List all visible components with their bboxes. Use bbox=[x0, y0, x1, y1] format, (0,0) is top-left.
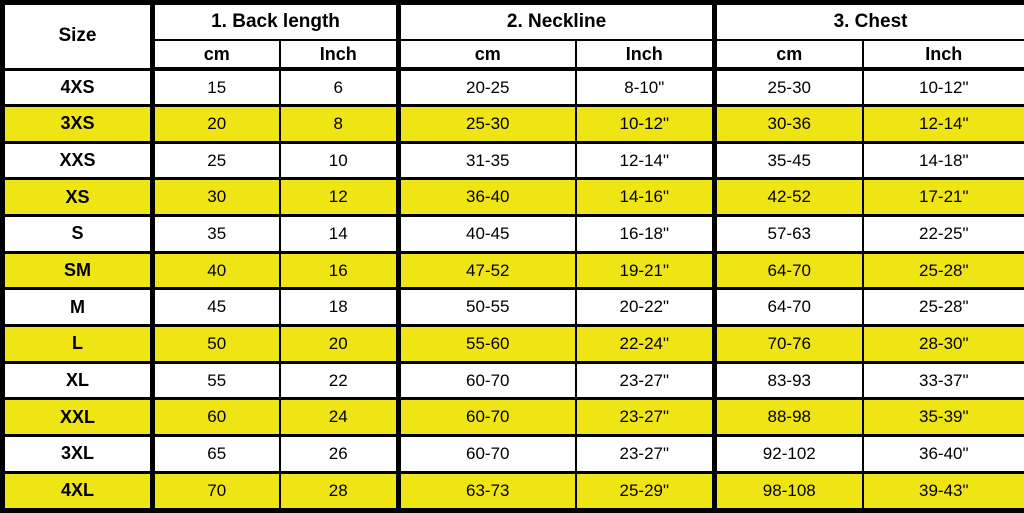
chest-inch-cell: 25-28" bbox=[863, 252, 1024, 289]
back-length-inch-cell: 6 bbox=[280, 69, 399, 106]
neckline-cm-cell: 60-70 bbox=[399, 436, 576, 473]
chest-inch-cell: 22-25" bbox=[863, 216, 1024, 253]
unit-header-back-length-inch: Inch bbox=[280, 40, 399, 69]
back-length-inch-cell: 14 bbox=[280, 216, 399, 253]
back-length-cm-cell: 65 bbox=[153, 436, 280, 473]
chest-cm-cell: 64-70 bbox=[715, 252, 863, 289]
chest-inch-cell: 14-18" bbox=[863, 142, 1024, 179]
group-header-back-length: 1. Back length bbox=[153, 3, 399, 41]
size-label: 3XL bbox=[3, 436, 153, 473]
chest-cm-cell: 57-63 bbox=[715, 216, 863, 253]
neckline-inch-cell: 19-21" bbox=[576, 252, 715, 289]
chest-cm-cell: 35-45 bbox=[715, 142, 863, 179]
size-label: XS bbox=[3, 179, 153, 216]
chest-cm-cell: 42-52 bbox=[715, 179, 863, 216]
chest-cm-cell: 25-30 bbox=[715, 69, 863, 106]
neckline-cm-cell: 60-70 bbox=[399, 362, 576, 399]
size-label: L bbox=[3, 326, 153, 363]
neckline-inch-cell: 10-12" bbox=[576, 106, 715, 143]
neckline-inch-cell: 23-27" bbox=[576, 436, 715, 473]
chest-cm-cell: 83-93 bbox=[715, 362, 863, 399]
chest-cm-cell: 30-36 bbox=[715, 106, 863, 143]
chest-inch-cell: 17-21" bbox=[863, 179, 1024, 216]
size-label: 3XS bbox=[3, 106, 153, 143]
table-row bbox=[3, 362, 1024, 399]
chest-inch-cell: 10-12" bbox=[863, 69, 1024, 106]
back-length-cm-cell: 70 bbox=[153, 472, 280, 510]
unit-header-neckline-inch: Inch bbox=[576, 40, 715, 69]
table-row bbox=[3, 252, 1024, 289]
chest-cm-cell: 92-102 bbox=[715, 436, 863, 473]
back-length-cm-cell: 35 bbox=[153, 216, 280, 253]
unit-header-chest-inch: Inch bbox=[863, 40, 1024, 69]
back-length-inch-cell: 28 bbox=[280, 472, 399, 510]
table-row bbox=[3, 106, 1024, 143]
back-length-inch-cell: 16 bbox=[280, 252, 399, 289]
chest-cm-cell: 98-108 bbox=[715, 472, 863, 510]
back-length-cm-cell: 45 bbox=[153, 289, 280, 326]
size-label: SM bbox=[3, 252, 153, 289]
chest-inch-cell: 39-43" bbox=[863, 472, 1024, 510]
size-chart-body bbox=[3, 69, 1024, 511]
chest-inch-cell: 28-30" bbox=[863, 326, 1024, 363]
table-row bbox=[3, 472, 1024, 510]
back-length-cm-cell: 30 bbox=[153, 179, 280, 216]
chest-cm-cell: 88-98 bbox=[715, 399, 863, 436]
size-label: XXL bbox=[3, 399, 153, 436]
table-row bbox=[3, 179, 1024, 216]
chest-cm-cell: 70-76 bbox=[715, 326, 863, 363]
table-row bbox=[3, 216, 1024, 253]
neckline-cm-cell: 31-35 bbox=[399, 142, 576, 179]
neckline-cm-cell: 60-70 bbox=[399, 399, 576, 436]
table-row bbox=[3, 142, 1024, 179]
neckline-inch-cell: 16-18" bbox=[576, 216, 715, 253]
unit-header-chest-cm: cm bbox=[715, 40, 863, 69]
neckline-cm-cell: 63-73 bbox=[399, 472, 576, 510]
chest-inch-cell: 25-28" bbox=[863, 289, 1024, 326]
neckline-cm-cell: 20-25 bbox=[399, 69, 576, 106]
neckline-inch-cell: 8-10" bbox=[576, 69, 715, 106]
neckline-inch-cell: 14-16" bbox=[576, 179, 715, 216]
back-length-inch-cell: 22 bbox=[280, 362, 399, 399]
back-length-cm-cell: 15 bbox=[153, 69, 280, 106]
back-length-cm-cell: 20 bbox=[153, 106, 280, 143]
size-column-header: Size bbox=[3, 3, 153, 70]
neckline-cm-cell: 55-60 bbox=[399, 326, 576, 363]
back-length-cm-cell: 25 bbox=[153, 142, 280, 179]
chest-inch-cell: 36-40" bbox=[863, 436, 1024, 473]
group-header-chest: 3. Chest bbox=[715, 3, 1024, 41]
unit-header-back-length-cm: cm bbox=[153, 40, 280, 69]
chest-inch-cell: 35-39" bbox=[863, 399, 1024, 436]
chest-cm-cell: 64-70 bbox=[715, 289, 863, 326]
table-row bbox=[3, 69, 1024, 106]
neckline-inch-cell: 23-27" bbox=[576, 362, 715, 399]
back-length-inch-cell: 20 bbox=[280, 326, 399, 363]
neckline-cm-cell: 40-45 bbox=[399, 216, 576, 253]
neckline-cm-cell: 36-40 bbox=[399, 179, 576, 216]
unit-header-row bbox=[3, 40, 1024, 69]
size-label: S bbox=[3, 216, 153, 253]
neckline-inch-cell: 23-27" bbox=[576, 399, 715, 436]
chest-inch-cell: 33-37" bbox=[863, 362, 1024, 399]
back-length-cm-cell: 40 bbox=[153, 252, 280, 289]
size-label: XXS bbox=[3, 142, 153, 179]
neckline-inch-cell: 25-29" bbox=[576, 472, 715, 510]
size-label: XL bbox=[3, 362, 153, 399]
neckline-inch-cell: 20-22" bbox=[576, 289, 715, 326]
table-row bbox=[3, 289, 1024, 326]
neckline-cm-cell: 47-52 bbox=[399, 252, 576, 289]
back-length-inch-cell: 18 bbox=[280, 289, 399, 326]
unit-header-neckline-cm: cm bbox=[399, 40, 576, 69]
chest-inch-cell: 12-14" bbox=[863, 106, 1024, 143]
back-length-inch-cell: 8 bbox=[280, 106, 399, 143]
size-label: 4XS bbox=[3, 69, 153, 106]
back-length-inch-cell: 26 bbox=[280, 436, 399, 473]
back-length-inch-cell: 12 bbox=[280, 179, 399, 216]
back-length-inch-cell: 10 bbox=[280, 142, 399, 179]
neckline-inch-cell: 22-24" bbox=[576, 326, 715, 363]
table-row bbox=[3, 436, 1024, 473]
back-length-cm-cell: 55 bbox=[153, 362, 280, 399]
table-row bbox=[3, 399, 1024, 436]
size-label: M bbox=[3, 289, 153, 326]
table-row bbox=[3, 326, 1024, 363]
neckline-inch-cell: 12-14" bbox=[576, 142, 715, 179]
size-label: 4XL bbox=[3, 472, 153, 510]
neckline-cm-cell: 50-55 bbox=[399, 289, 576, 326]
group-header-row bbox=[3, 3, 1024, 41]
back-length-inch-cell: 24 bbox=[280, 399, 399, 436]
neckline-cm-cell: 25-30 bbox=[399, 106, 576, 143]
back-length-cm-cell: 50 bbox=[153, 326, 280, 363]
back-length-cm-cell: 60 bbox=[153, 399, 280, 436]
group-header-neckline: 2. Neckline bbox=[399, 3, 715, 41]
